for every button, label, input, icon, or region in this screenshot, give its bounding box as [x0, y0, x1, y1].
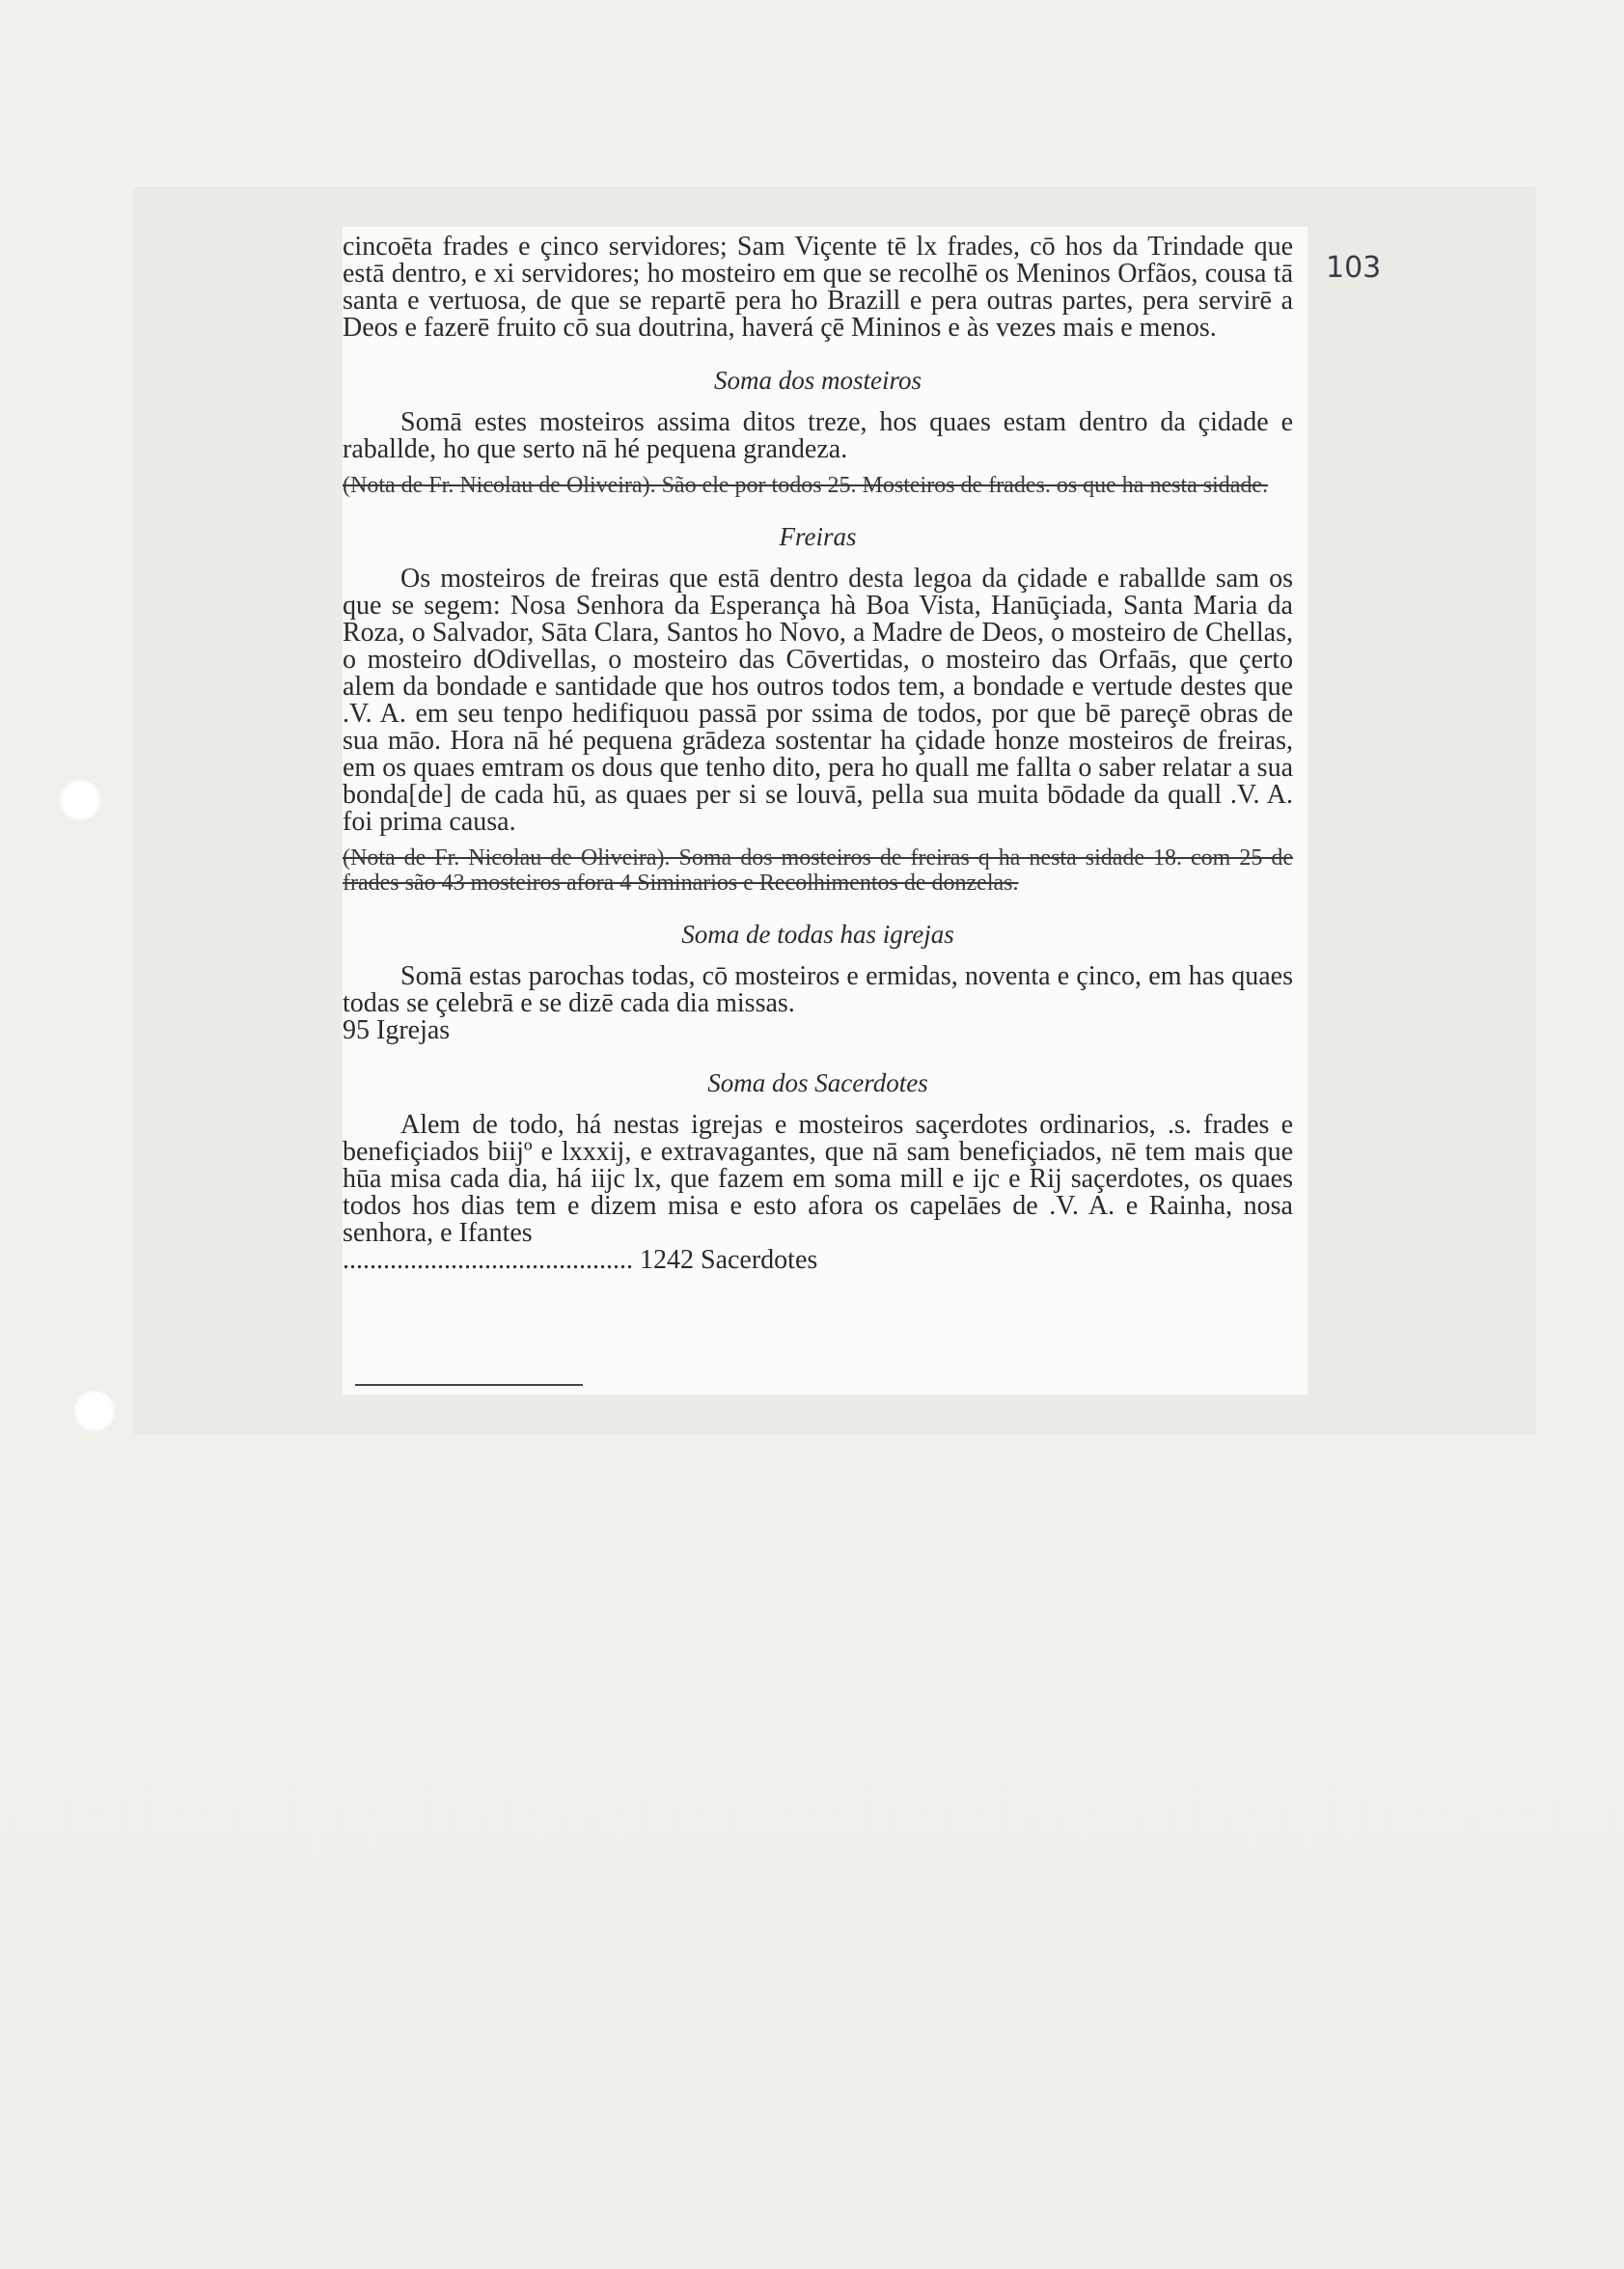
struck-note-2: (Nota de Fr. Nicolau de Oliveira). Soma dos mosteiros de freiras q ha nesta sidade 18. com 25 de frades são 43 mosteiros afora 4 Siminarios e Recolhimentos de donzelas.: [343, 845, 1293, 896]
struck-note-1: (Nota de Fr. Nicolau de Oliveira). São ele por todos 25. Mosteiros de frades. os que ha nesta sidade.: [343, 473, 1269, 498]
paragraph-sacerdotes: Alem de todo, há nestas igrejas e mosteiros saçerdotes ordinarios, .s. frades e benefiçiados biijº e lxxxij, e extravagantes, que nā sam benefiçiados, nē tem mais que hūa misa cada dia, há iijc lx, que fazem em soma mill e ijc e Rij saçerdotes, os quaes todos hos dias tem e dizem misa e esto afora os capelāes de .V. A. e Rainha, nosa senhora, e Ifantes: [343, 1110, 1293, 1248]
paragraph-igrejas: Somā estas parochas todas, cō mosteiros e ermidas, noventa e çinco, em has quaes todas se çelebrā e se dizē cada dia missas.: [343, 961, 1293, 1018]
binder-hole-top: [59, 779, 101, 821]
heading-soma-mosteiros: Soma dos mosteiros: [713, 366, 922, 395]
total-sacerdotes: ........................................... 1242 Sacerdotes: [343, 1245, 818, 1275]
paragraph-soma-mosteiros: Somā estes mosteiros assima ditos treze, hos quaes estam dentro da çidade e raballde, ho que serto nā hé pequena grandeza.: [343, 407, 1293, 464]
total-igrejas: 95 Igrejas: [343, 1015, 451, 1045]
binder-hole-bottom: [73, 1390, 116, 1432]
handwritten-page-number: 103: [1326, 251, 1382, 285]
paragraph-opening: cincoēta frades e çinco servidores; Sam Viçente tē lx frades, cō hos da Trindade que estā dentro, e xi servidores; ho mosteiro em que se recolhē os Meninos Orfãos, cousa tā santa e vertuosa, de que se repartē pera ho Brazill e pera outras partes, pera servirē a Deos e fazerē fruito cō sua doutrina, haverá çē Mininos e às vezes mais e menos.: [343, 232, 1293, 343]
heading-freiras: Freiras: [779, 522, 857, 551]
heading-sacerdotes: Soma dos Sacerdotes: [707, 1068, 928, 1097]
paragraph-freiras: Os mosteiros de freiras que estā dentro desta legoa da çidade e raballde sam os que se segem: Nosa Senhora da Esperança hà Boa Vista, Hanūçiada, Santa Maria da Roza, o Salvador, Sāta Clara, Santos ho Novo, a Madre de Deos, o mosteiro de Chellas, o mosteiro dOdivellas, o mosteiro das Cōvertidas, o mosteiro das Orfaās, que çerto alem da bondade e santidade que hos outros todos tem, a bondade e vertude destes que .V. A. em seu tenpo hedifiquou passā por ssima de todos, por que bē pareçē obras de sua māo. Hora nā hé pequena grādeza sostentar ha çidade honze mosteiros de freiras, em os quaes emtram os dous que tenho dito, pera ho quall me fallta o saber relatar a sua bonda[de] de cada hū, as quaes per si se louvā, pella sua muita bōdade da quall .V. A. foi prima causa.: [343, 564, 1293, 837]
document-body: [343, 234, 1293, 1274]
heading-igrejas: Soma de todas has igrejas: [681, 920, 954, 949]
end-rule: [355, 1384, 583, 1386]
